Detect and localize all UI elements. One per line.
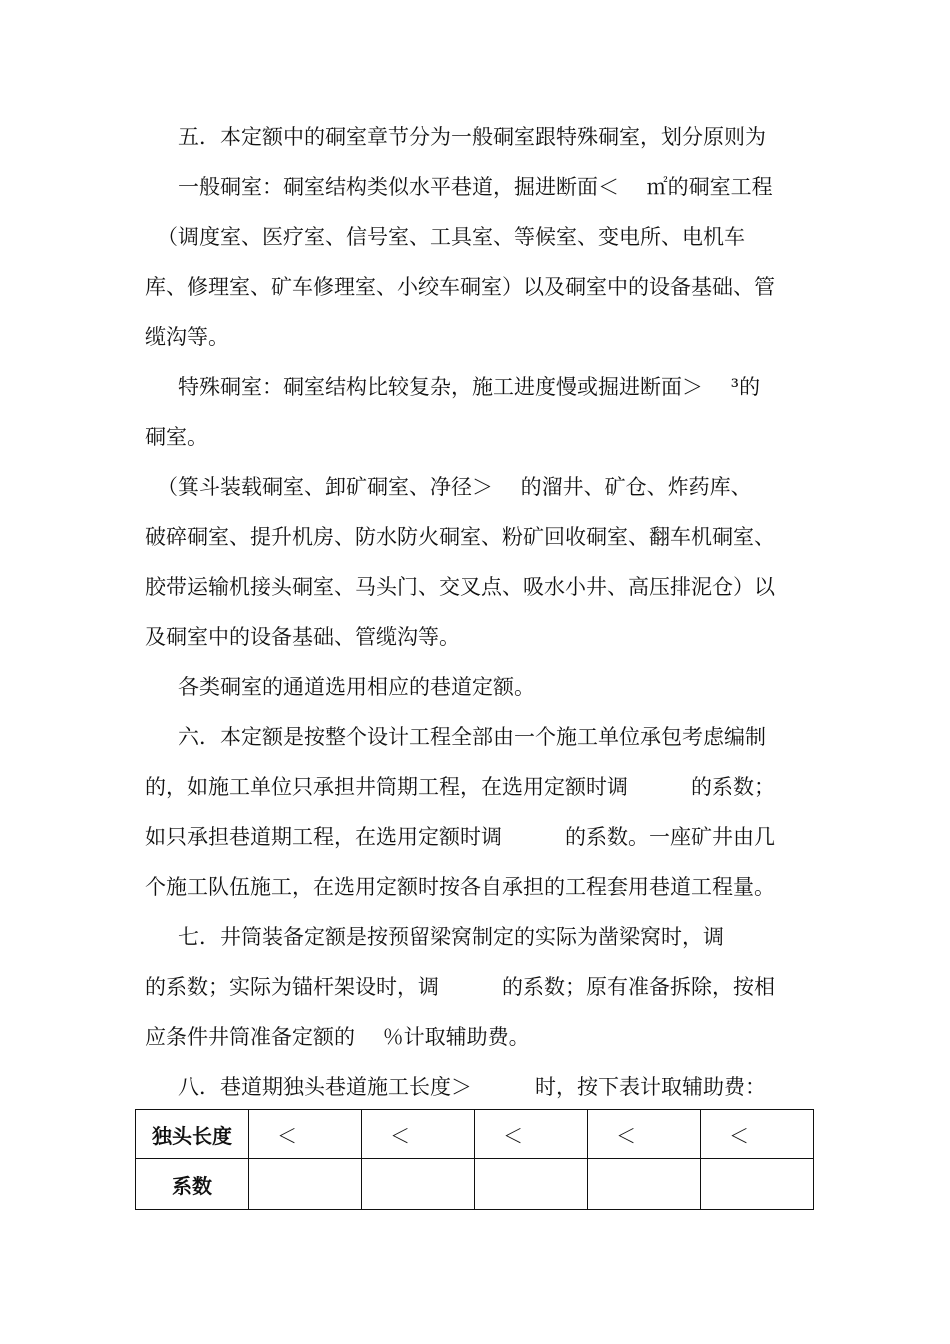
para6-line1: 六．本定额是按整个设计工程全部由一个施工单位承包考虑编制 xyxy=(178,725,766,749)
para5-line2: 一般硐室：硐室结构类似水平巷道，掘进断面＜ ㎡的硐室工程 xyxy=(178,175,773,199)
table-header-coefficient: 系数 xyxy=(136,1159,249,1210)
auxiliary-fee-table xyxy=(135,1109,814,1210)
para6-line2: 的，如施工单位只承担井筒期工程，在选用定额时调 的系数； xyxy=(145,775,775,799)
para6-line3: 如只承担巷道期工程，在选用定额时调 的系数。一座矿井由几 xyxy=(145,825,775,849)
para5-line4: 库、修理室、矿车修理室、小绞车硐室）以及硐室中的设备基础、管 xyxy=(145,275,775,299)
table-cell xyxy=(701,1159,814,1210)
para6-line4: 个施工队伍施工，在选用定额时按各自承担的工程套用巷道工程量。 xyxy=(145,875,775,899)
para8-line1: 八．巷道期独头巷道施工长度＞ 时，按下表计取辅助费： xyxy=(178,1075,766,1099)
special-chamber-line3: （箕斗装载硐室、卸矿硐室、净径＞ 的溜井、矿仓、炸药库、 xyxy=(157,475,752,499)
table-cell xyxy=(475,1159,588,1210)
table-cell: ＜ xyxy=(701,1110,814,1159)
table-row xyxy=(136,1159,814,1210)
table-row xyxy=(136,1110,814,1159)
table-cell xyxy=(362,1159,475,1210)
special-chamber-line6: 及硐室中的设备基础、管缆沟等。 xyxy=(145,625,460,649)
passage-note: 各类硐室的通道选用相应的巷道定额。 xyxy=(178,675,535,699)
table-cell: ＜ xyxy=(475,1110,588,1159)
special-chamber-line5: 胶带运输机接头硐室、马头门、交叉点、吸水小井、高压排泥仓）以 xyxy=(145,575,775,599)
para5-line5: 缆沟等。 xyxy=(145,325,229,349)
table-cell: ＜ xyxy=(588,1110,701,1159)
table-cell: ＜ xyxy=(362,1110,475,1159)
special-chamber-line2: 硐室。 xyxy=(145,425,208,449)
special-chamber-line1: 特殊硐室：硐室结构比较复杂，施工进度慢或掘进断面＞ ³的 xyxy=(178,375,761,399)
para7-line2: 的系数；实际为锚杆架设时，调 的系数；原有准备拆除，按相 xyxy=(145,975,775,999)
para7-line1: 七．井筒装备定额是按预留梁窝制定的实际为凿梁窝时，调 xyxy=(178,925,724,949)
para5-line3: （调度室、医疗室、信号室、工具室、等候室、变电所、电机车 xyxy=(157,225,745,249)
table-cell: ＜ xyxy=(249,1110,362,1159)
special-chamber-line4: 破碎硐室、提升机房、防水防火硐室、粉矿回收硐室、翻车机硐室、 xyxy=(145,525,775,549)
para5-line1: 五．本定额中的硐室章节分为一般硐室跟特殊硐室，划分原则为 xyxy=(178,125,766,149)
table-cell xyxy=(249,1159,362,1210)
para7-line3: 应条件井筒准备定额的 ％计取辅助费。 xyxy=(145,1025,530,1049)
table-header-length: 独头长度 xyxy=(136,1110,249,1159)
table-cell xyxy=(588,1159,701,1210)
